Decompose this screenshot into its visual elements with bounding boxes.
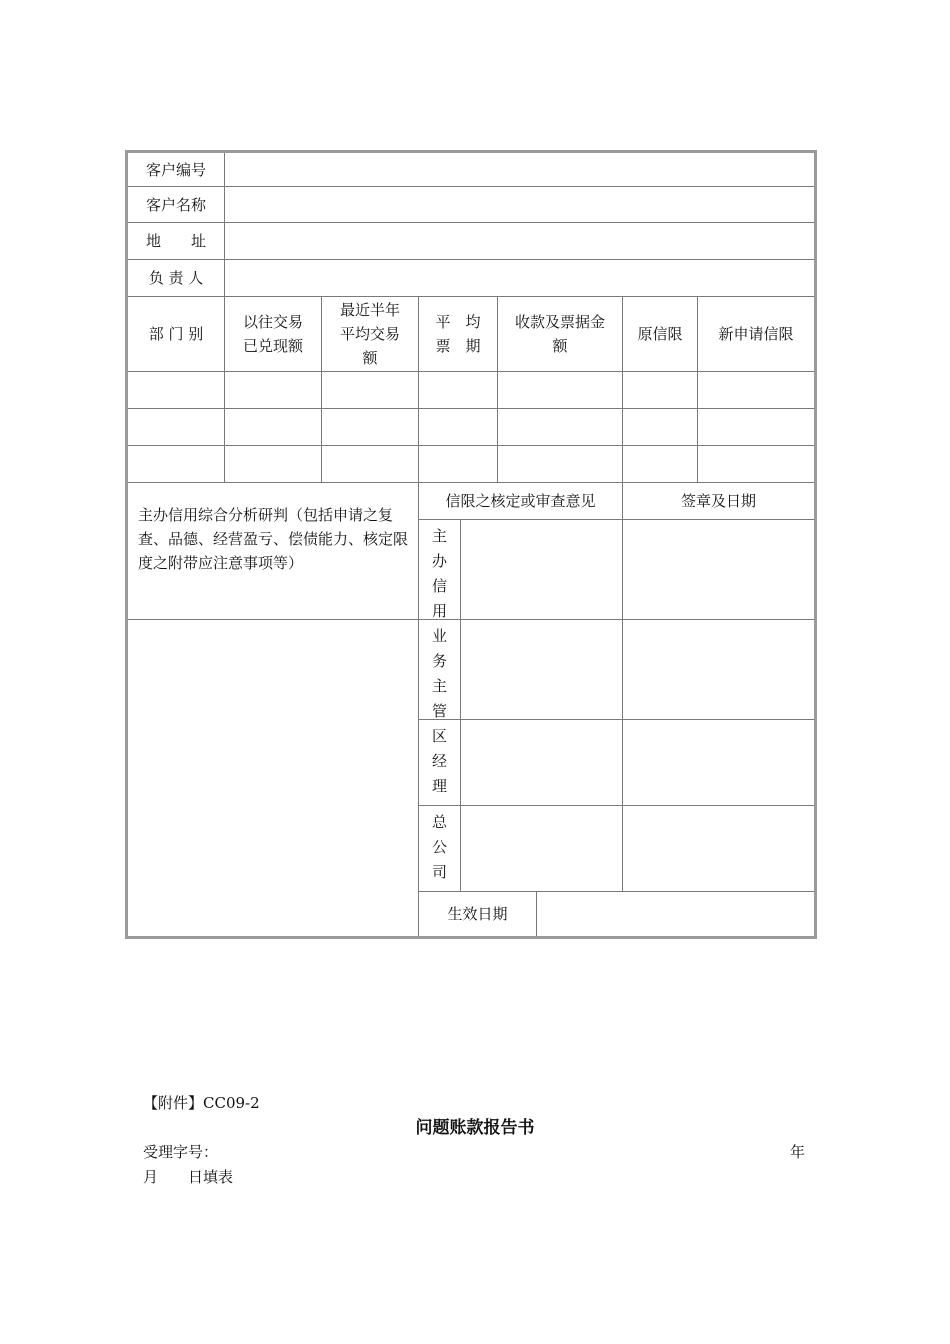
role-label-business-manager: 业 务 主 管 <box>419 620 461 720</box>
address-label: 地 址 <box>128 223 225 260</box>
sign-field[interactable] <box>623 620 814 720</box>
table-cell[interactable] <box>623 372 698 409</box>
col-header-half-year-avg: 最近半年 平均交易 额 <box>322 297 419 372</box>
document-title: 问题账款报告书 <box>415 1118 535 1138</box>
manager-field[interactable] <box>225 260 814 297</box>
table-cell[interactable] <box>128 446 225 483</box>
table-cell[interactable] <box>322 409 419 446</box>
role-label-head-office: 总 公 司 <box>419 806 461 892</box>
customer-name-label: 客户名称 <box>128 187 225 223</box>
effective-date-field[interactable] <box>537 892 814 936</box>
table-cell[interactable] <box>498 372 623 409</box>
table-cell[interactable] <box>498 446 623 483</box>
col-header-receipt-amount: 收款及票据金 额 <box>498 297 623 372</box>
year-label: 年 <box>790 1143 806 1161</box>
analysis-label: 主办信用综合分析研判（包括申请之复查、品德、经营盈亏、偿债能力、核定限度之附带应注意事项等） <box>128 483 419 620</box>
table-cell[interactable] <box>322 372 419 409</box>
opinion-field[interactable] <box>461 620 623 720</box>
attachment-code: 【附件】CC09-2 <box>143 1094 260 1112</box>
role-label-credit-officer: 主 办 信 用 <box>419 520 461 620</box>
manager-label: 负 责 人 <box>128 260 225 297</box>
opinion-field[interactable] <box>461 720 623 806</box>
table-cell[interactable] <box>698 372 814 409</box>
table-cell[interactable] <box>225 446 322 483</box>
table-cell[interactable] <box>498 409 623 446</box>
sign-field[interactable] <box>623 720 814 806</box>
col-header-department: 部 门 别 <box>128 297 225 372</box>
reference-number-label: 受理字号： <box>143 1143 219 1161</box>
opinion-field[interactable] <box>461 520 623 620</box>
opinion-header: 信限之核定或审查意见 <box>419 483 623 520</box>
address-field[interactable] <box>225 223 814 260</box>
customer-id-field[interactable] <box>225 153 814 187</box>
table-cell[interactable] <box>698 409 814 446</box>
table-cell[interactable] <box>419 372 498 409</box>
credit-form-table <box>125 150 817 939</box>
table-cell[interactable] <box>322 446 419 483</box>
sign-field[interactable] <box>623 806 814 892</box>
sign-field[interactable] <box>623 520 814 620</box>
table-cell[interactable] <box>623 409 698 446</box>
table-cell[interactable] <box>225 372 322 409</box>
table-cell[interactable] <box>225 409 322 446</box>
table-cell[interactable] <box>419 446 498 483</box>
table-cell[interactable] <box>128 409 225 446</box>
role-label-regional-manager: 区 经 理 <box>419 720 461 806</box>
customer-name-field[interactable] <box>225 187 814 223</box>
table-cell[interactable] <box>623 446 698 483</box>
col-header-original-limit: 原信限 <box>623 297 698 372</box>
opinion-field[interactable] <box>461 806 623 892</box>
table-cell[interactable] <box>698 446 814 483</box>
col-header-new-limit: 新申请信限 <box>698 297 814 372</box>
month-day-label: 月 日填表 <box>143 1168 234 1186</box>
analysis-field[interactable] <box>128 620 419 936</box>
customer-id-label: 客户编号 <box>128 153 225 187</box>
effective-date-label: 生效日期 <box>419 892 537 936</box>
col-header-past-amount: 以往交易 已兑现额 <box>225 297 322 372</box>
sign-header: 签章及日期 <box>623 483 814 520</box>
col-header-avg-term: 平 均 票 期 <box>419 297 498 372</box>
table-cell[interactable] <box>419 409 498 446</box>
table-cell[interactable] <box>128 372 225 409</box>
